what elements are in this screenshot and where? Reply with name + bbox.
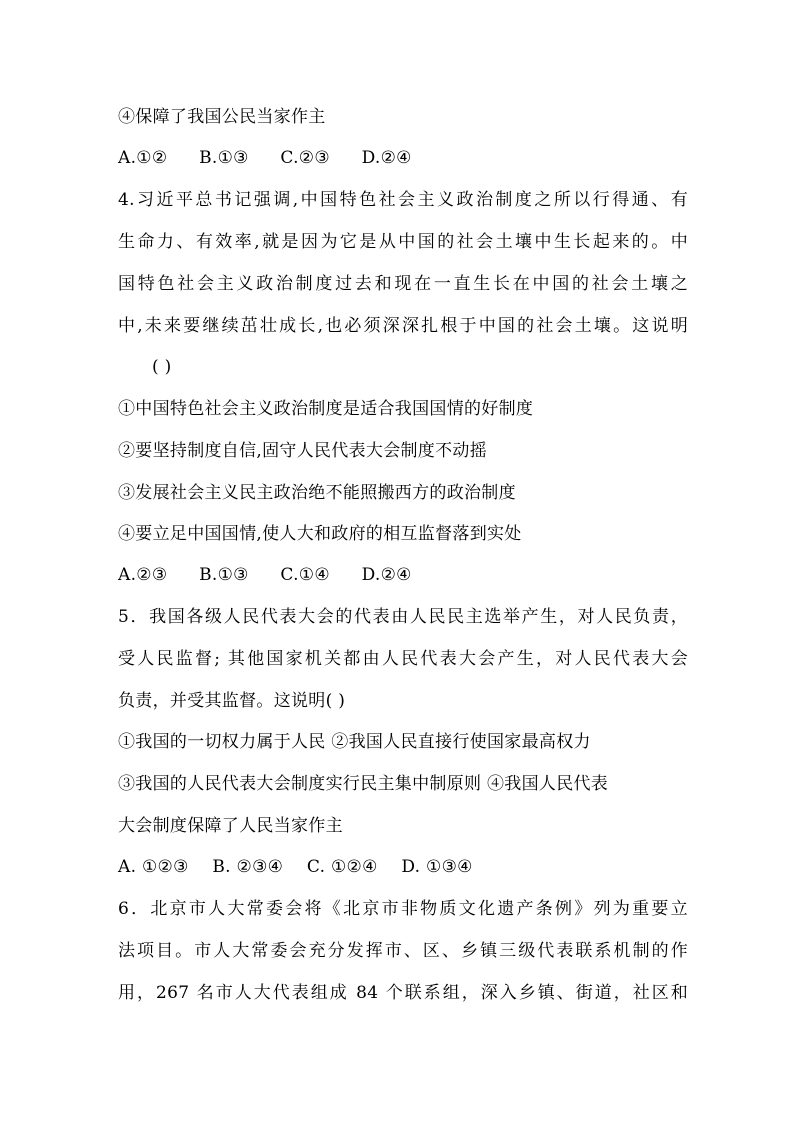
q5-answer-options (118, 856, 688, 878)
q4-stem-line-2: 生命力、有效率,就是因为它是从中国的社会土壤中生长起来的。中 (118, 232, 688, 252)
q4-option-1: ①中国特色社会主义政治制度是适合我国国情的好制度 (118, 399, 534, 419)
q5-stem-line-1: 5．我国各级人民代表大会的代表由人民民主选举产生，对人民负责， (118, 607, 688, 627)
q5-option-line-1: ①我国的一切权力属于人民 ②我国人民直接行使国家最高权力 (118, 732, 591, 752)
q4-stem-line-3: 国特色社会主义政治制度过去和现在一直生长在中国的社会土壤之 (118, 274, 688, 294)
q3-answer-d: D.②④ (361, 148, 412, 168)
q3-option-4: ④保障了我国公民当家作主 (118, 107, 326, 127)
q5-stem-line-2: 受人民监督; 其他国家机关都由人民代表大会产生，对人民代表大会 (118, 649, 688, 669)
q6-stem-line-2: 法项目。市人大常委会充分发挥市、区、乡镇三级代表联系机制的作 (118, 941, 688, 961)
q5-answer-a: A. ①②③ (118, 857, 189, 877)
q3-answer-a: A.①② (118, 148, 168, 168)
q5-answer-d: D. ①③④ (401, 857, 473, 877)
q6-stem-line-1: 6．北京市人大常委会将《北京市非物质文化遗产条例》列为重要立 (118, 899, 688, 919)
q4-option-4: ④要立足中国国情,使人大和政府的相互监督落到实处 (118, 524, 522, 544)
q4-answer-b: B.①③ (199, 565, 249, 585)
q4-answer-bracket: ( ) (152, 357, 172, 377)
q4-stem-line-4: 中,未来要继续茁壮成长,也必须深深扎根于中国的社会土壤。这说明 (118, 316, 688, 336)
q5-answer-b: B. ②③④ (212, 857, 284, 877)
q4-option-3: ③发展社会主义民主政治绝不能照搬西方的政治制度 (118, 483, 516, 503)
q3-answer-options (118, 147, 688, 169)
q4-answer-c: C.①④ (280, 565, 330, 585)
q4-answer-options (118, 564, 688, 586)
q5-option-line-3: 大会制度保障了人民当家作主 (118, 816, 343, 836)
q3-answer-b: B.①③ (199, 148, 249, 168)
q3-answer-c: C.②③ (280, 148, 330, 168)
q6-stem-line-3: 用，267 名市人大代表组成 84 个联系组，深入乡镇、街道，社区和 (118, 983, 688, 1003)
q5-answer-c: C. ①②④ (306, 857, 378, 877)
q4-answer-d: D.②④ (361, 565, 412, 585)
q4-stem-line-1: 4.习近平总书记强调,中国特色社会主义政治制度之所以行得通、有 (118, 190, 688, 210)
q4-answer-a: A.②③ (118, 565, 168, 585)
q5-option-line-2: ③我国的人民代表大会制度实行民主集中制原则 ④我国人民代表 (118, 774, 609, 794)
q5-stem-line-3: 负责，并受其监督。这说明( ) (118, 691, 346, 711)
q4-option-2: ②要坚持制度自信,固守人民代表大会制度不动摇 (118, 441, 488, 461)
